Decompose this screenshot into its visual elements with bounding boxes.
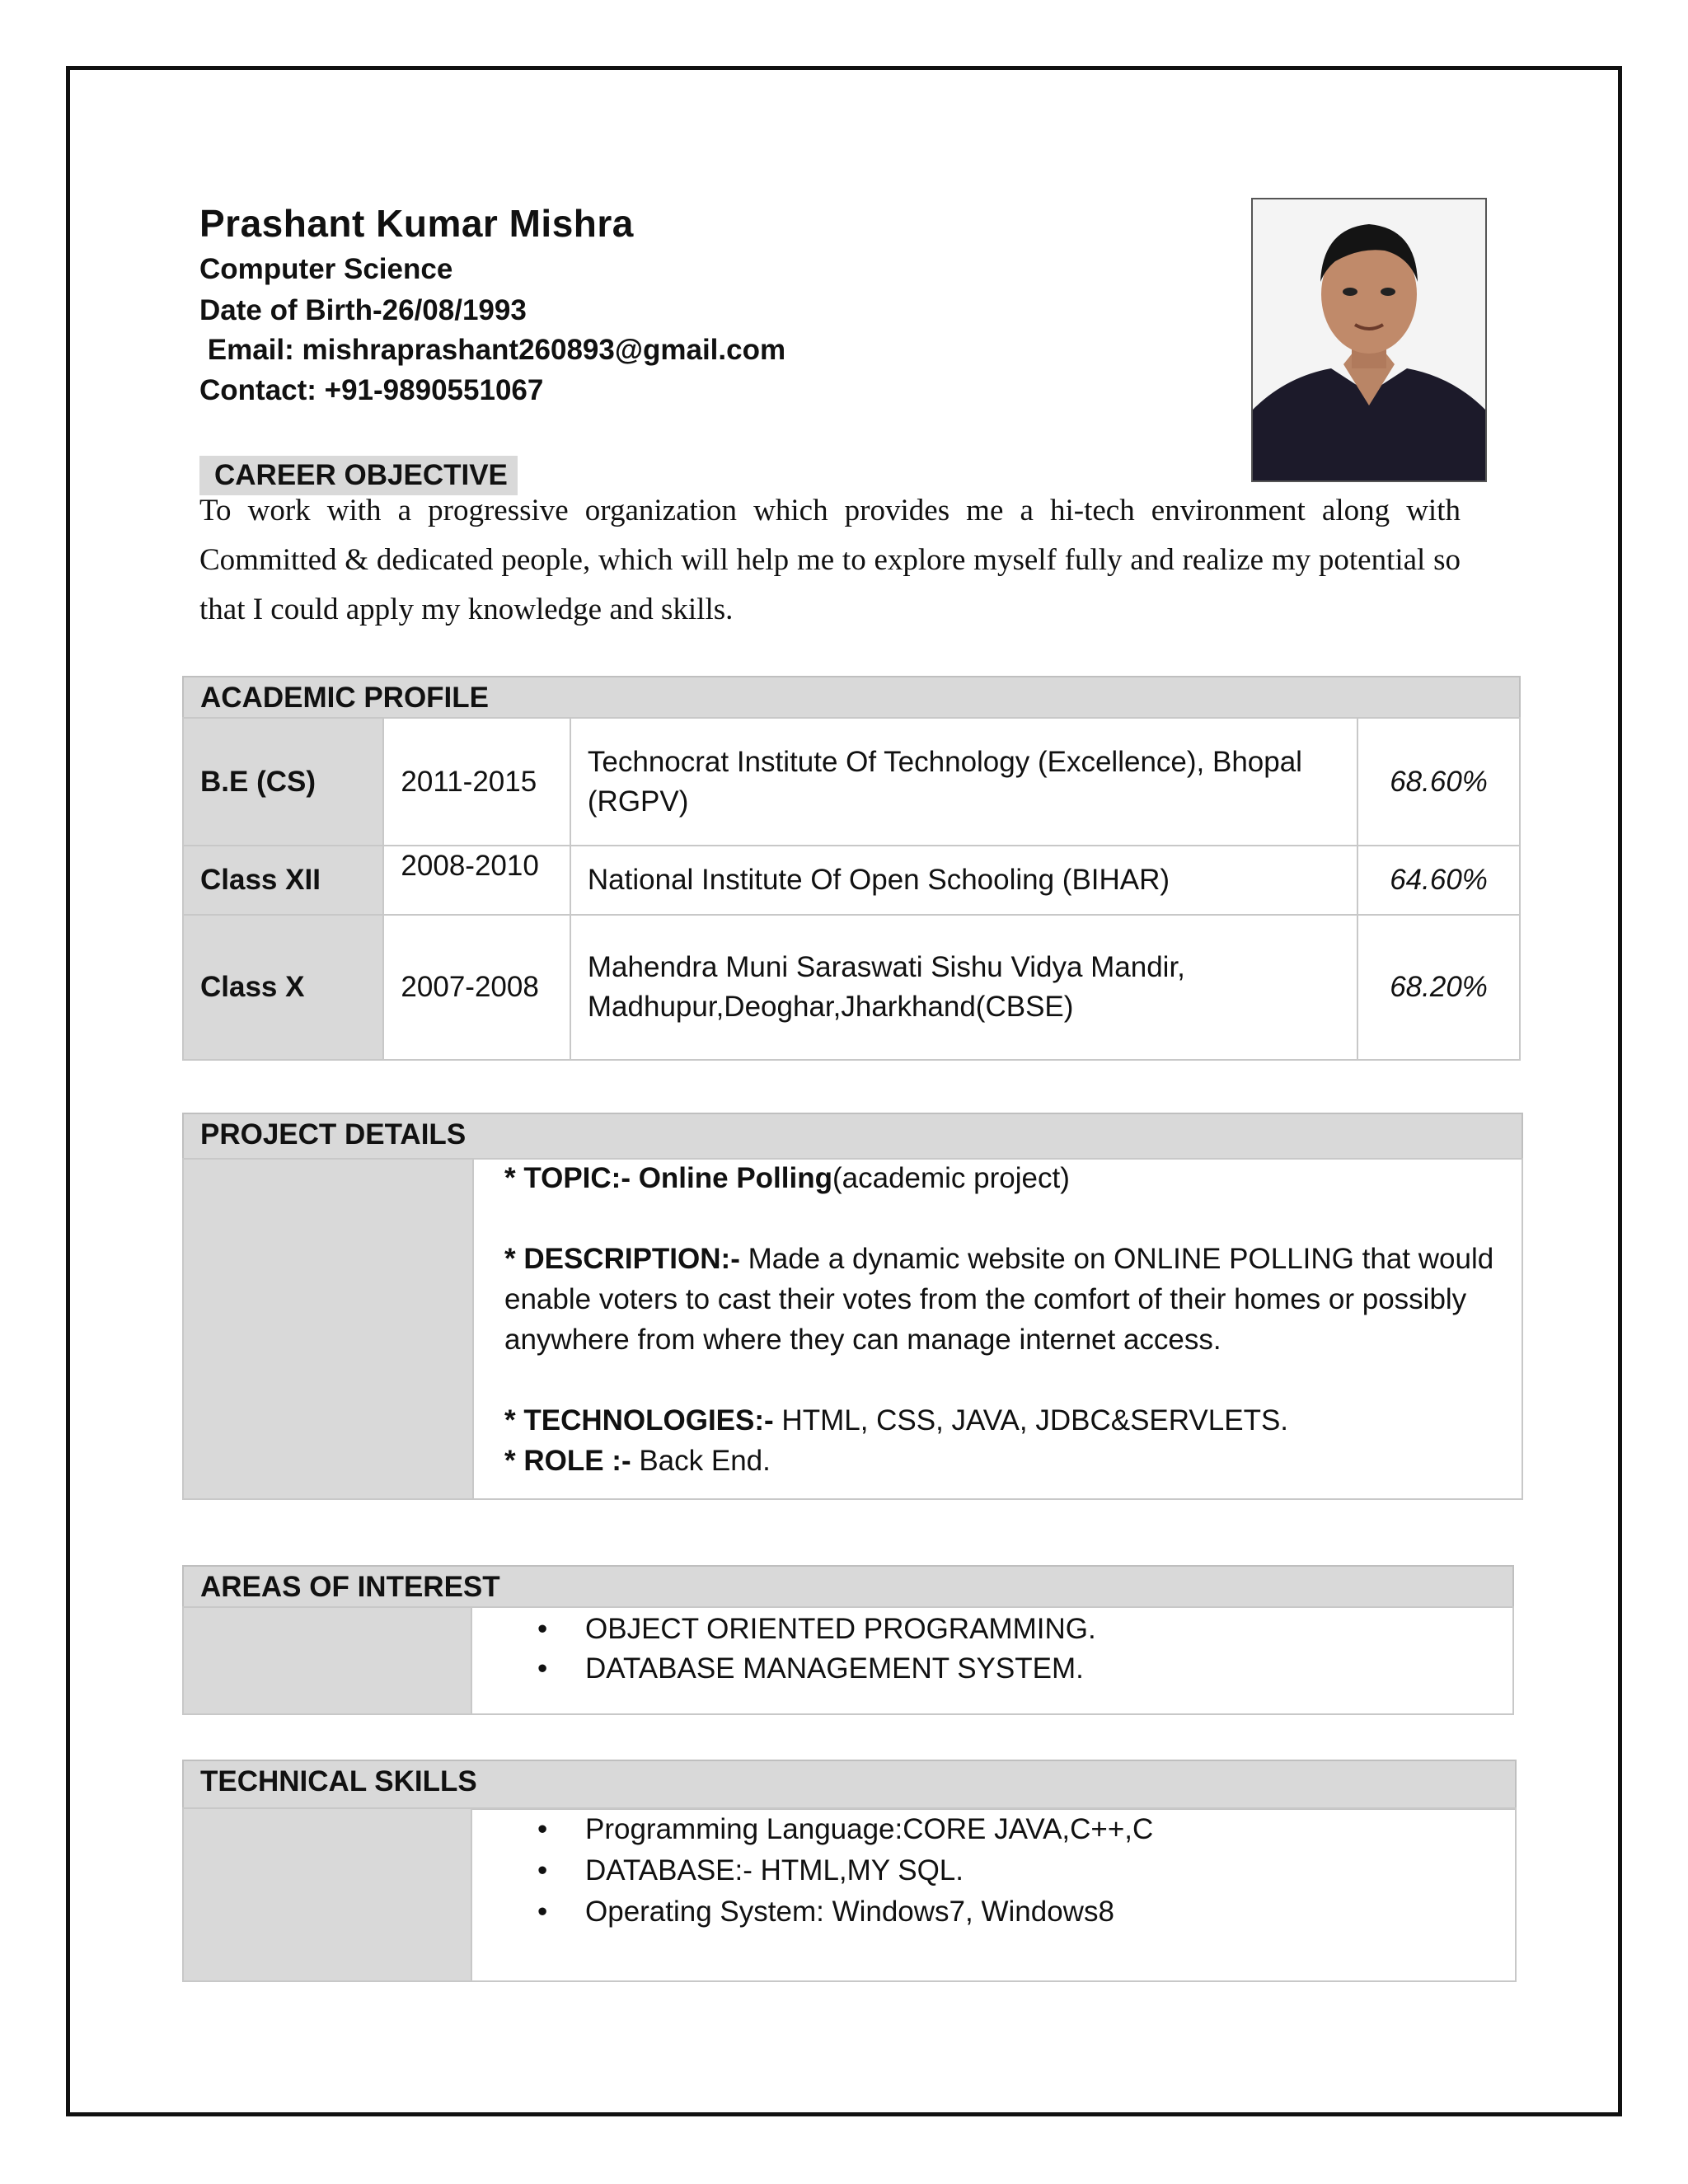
list-item: • Programming Language:CORE JAVA,C++,C [537,1809,1153,1850]
role-value: Back End. [631,1445,771,1477]
institute-cell: Technocrat Institute Of Technology (Excellence), Bhopal (RGPV) [570,718,1357,846]
years-cell: 2007-2008 [383,915,570,1060]
technologies-label: * TECHNOLOGIES:- [504,1404,774,1436]
branch: Computer Science [199,253,453,285]
project-details-content [488,1158,1526,1481]
description-value: Made a dynamic website on ONLINE POLLING that would enable voters to cast their votes from the comfort of their homes or possibly anywhere from where they can manage internet access. [504,1243,1494,1356]
role-label: * ROLE :- [504,1445,631,1477]
table-row [183,718,1520,846]
career-objective-heading: CAREER OBJECTIVE [199,456,518,495]
years-cell: 2011-2015 [383,718,570,846]
table-row [183,846,1520,915]
description-label: * DESCRIPTION:- [504,1243,740,1275]
years-cell: 2008-2010 [383,846,570,915]
areas-of-interest-heading: AREAS OF INTEREST [182,1565,1514,1608]
technical-skills-list [537,1809,1153,1933]
percentage-cell: 68.20% [1357,915,1520,1060]
profile-photo [1251,198,1487,482]
academic-profile-table [182,717,1521,1061]
project-left-column [184,1160,474,1498]
date-of-birth: Date of Birth-26/08/1993 [199,294,527,326]
areas-of-interest-list [537,1610,1096,1689]
topic-label: * TOPIC:- Online Polling [504,1162,832,1194]
institute-cell: Mahendra Muni Saraswati Sishu Vidya Mandir, Madhupur,Deoghar,Jharkhand(CBSE) [570,915,1357,1060]
degree-cell: Class XII [183,846,383,915]
list-item: • OBJECT ORIENTED PROGRAMMING. [537,1610,1096,1649]
project-details-heading: PROJECT DETAILS [182,1113,1523,1160]
degree-cell: Class X [183,915,383,1060]
skills-left-column [184,1809,472,1980]
email: Email: mishraprashant260893@gmail.com [199,334,786,366]
list-item: • Operating System: Windows7, Windows8 [537,1891,1153,1933]
academic-profile-heading: ACADEMIC PROFILE [182,676,1521,719]
table-row [183,915,1520,1060]
institute-cell: National Institute Of Open Schooling (BIHAR) [570,846,1357,915]
percentage-cell: 64.60% [1357,846,1520,915]
career-objective-text: To work with a progressive organization which provides me a hi-tech environment along with Committed & dedicated people, which will help me to explore myself fully and realize my potential so that I could apply my knowledge and skills. [199,494,1461,626]
topic-value: (academic project) [832,1162,1070,1194]
list-item: • DATABASE MANAGEMENT SYSTEM. [537,1649,1096,1689]
technologies-value: HTML, CSS, JAVA, JDBC&SERVLETS. [773,1404,1289,1436]
contact: Contact: +91-9890551067 [199,374,544,406]
degree-cell: B.E (CS) [183,718,383,846]
candidate-name: Prashant Kumar Mishra [199,202,634,245]
technical-skills-heading: TECHNICAL SKILLS [182,1760,1517,1810]
list-item: • DATABASE:- HTML,MY SQL. [537,1850,1153,1891]
percentage-cell: 68.60% [1357,718,1520,846]
interest-left-column [184,1608,472,1713]
